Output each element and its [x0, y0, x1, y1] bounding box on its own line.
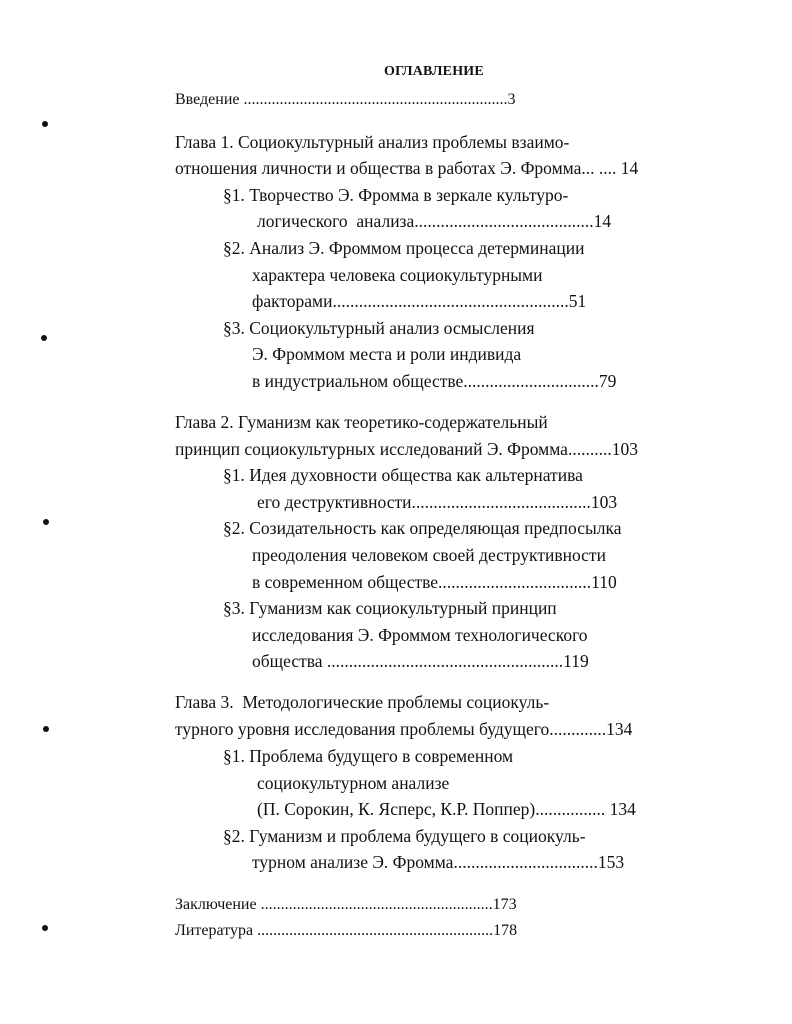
- toc-intro: Введение ..................................................................3: [175, 91, 516, 108]
- toc-ch1-section-2-line-3: факторами......................................................51: [252, 291, 587, 311]
- toc-ch2-section-2-line-2: преодоления человеком своей деструктивности: [252, 545, 606, 565]
- toc-literature: Литература ...........................................................178: [175, 922, 518, 939]
- toc-ch1-section-3-line-1: §3. Социокультурный анализ осмысления: [223, 318, 535, 338]
- toc-ch2-section-2-line-1: §2. Созидательность как определяющая предпосылка: [223, 518, 622, 538]
- toc-ch1-section-1-line-2: логического анализа.........................................14: [257, 211, 612, 231]
- toc-ch1-section-1-line-1: §1. Творчество Э. Фромма в зеркале культуро-: [223, 185, 569, 205]
- binding-hole-mark: [41, 335, 47, 341]
- toc-ch3-section-2-line-2: турном анализе Э. Фромма.................................153: [252, 852, 625, 872]
- toc-ch1-section-2-line-1: §2. Анализ Э. Фроммом процесса детерминации: [223, 238, 585, 258]
- toc-chapter-3-line-2: турного уровня исследования проблемы будущего.............134: [175, 719, 633, 739]
- toc-ch2-section-2-line-3: в современном обществе...................................110: [252, 572, 617, 592]
- toc-ch3-section-1-line-1: §1. Проблема будущего в современном: [223, 746, 514, 766]
- binding-hole-mark: [43, 726, 49, 732]
- toc-ch2-section-1-line-1: §1. Идея духовности общества как альтернатива: [223, 465, 583, 485]
- toc-ch3-section-1-line-2: социокультурном анализе: [257, 773, 450, 793]
- toc-ch2-section-1-line-2: его деструктивности.........................................103: [257, 492, 618, 512]
- toc-ch2-section-3-line-2: исследования Э. Фроммом технологического: [252, 625, 588, 645]
- toc-chapter-2-line-2: принцип социокультурных исследований Э. Фромма..........103: [175, 439, 638, 459]
- toc-chapter-2-line-1: Глава 2. Гуманизм как теоретико-содержательный: [175, 412, 548, 432]
- toc-ch2-section-3-line-3: общества ......................................................119: [252, 651, 589, 671]
- toc-ch1-section-3-line-2: Э. Фроммом места и роли индивида: [252, 344, 522, 364]
- toc-ch3-section-2-line-1: §2. Гуманизм и проблема будущего в социокуль-: [223, 826, 586, 846]
- toc-chapter-3-line-1: Глава 3. Методологические проблемы социокуль-: [175, 692, 550, 712]
- toc-chapter-1-line-1: Глава 1. Социокультурный анализ проблемы взаимо-: [175, 132, 570, 152]
- binding-hole-mark: [43, 519, 49, 525]
- toc-ch1-section-3-line-3: в индустриальном обществе...............................79: [252, 371, 617, 391]
- binding-hole-mark: [42, 925, 48, 931]
- page-title: ОГЛАВЛЕНИЕ: [384, 64, 484, 79]
- toc-chapter-1-line-2: отношения личности и общества в работах Э. Фромма... .... 14: [175, 158, 639, 178]
- toc-conclusion: Заключение ..........................................................173: [175, 896, 517, 913]
- toc-ch2-section-3-line-1: §3. Гуманизм как социокультурный принцип: [223, 598, 557, 618]
- toc-ch1-section-2-line-2: характера человека социокультурными: [252, 265, 543, 285]
- toc-ch3-section-1-line-3: (П. Сорокин, К. Ясперс, К.Р. Поппер)................ 134: [257, 799, 636, 819]
- binding-hole-mark: [42, 121, 48, 127]
